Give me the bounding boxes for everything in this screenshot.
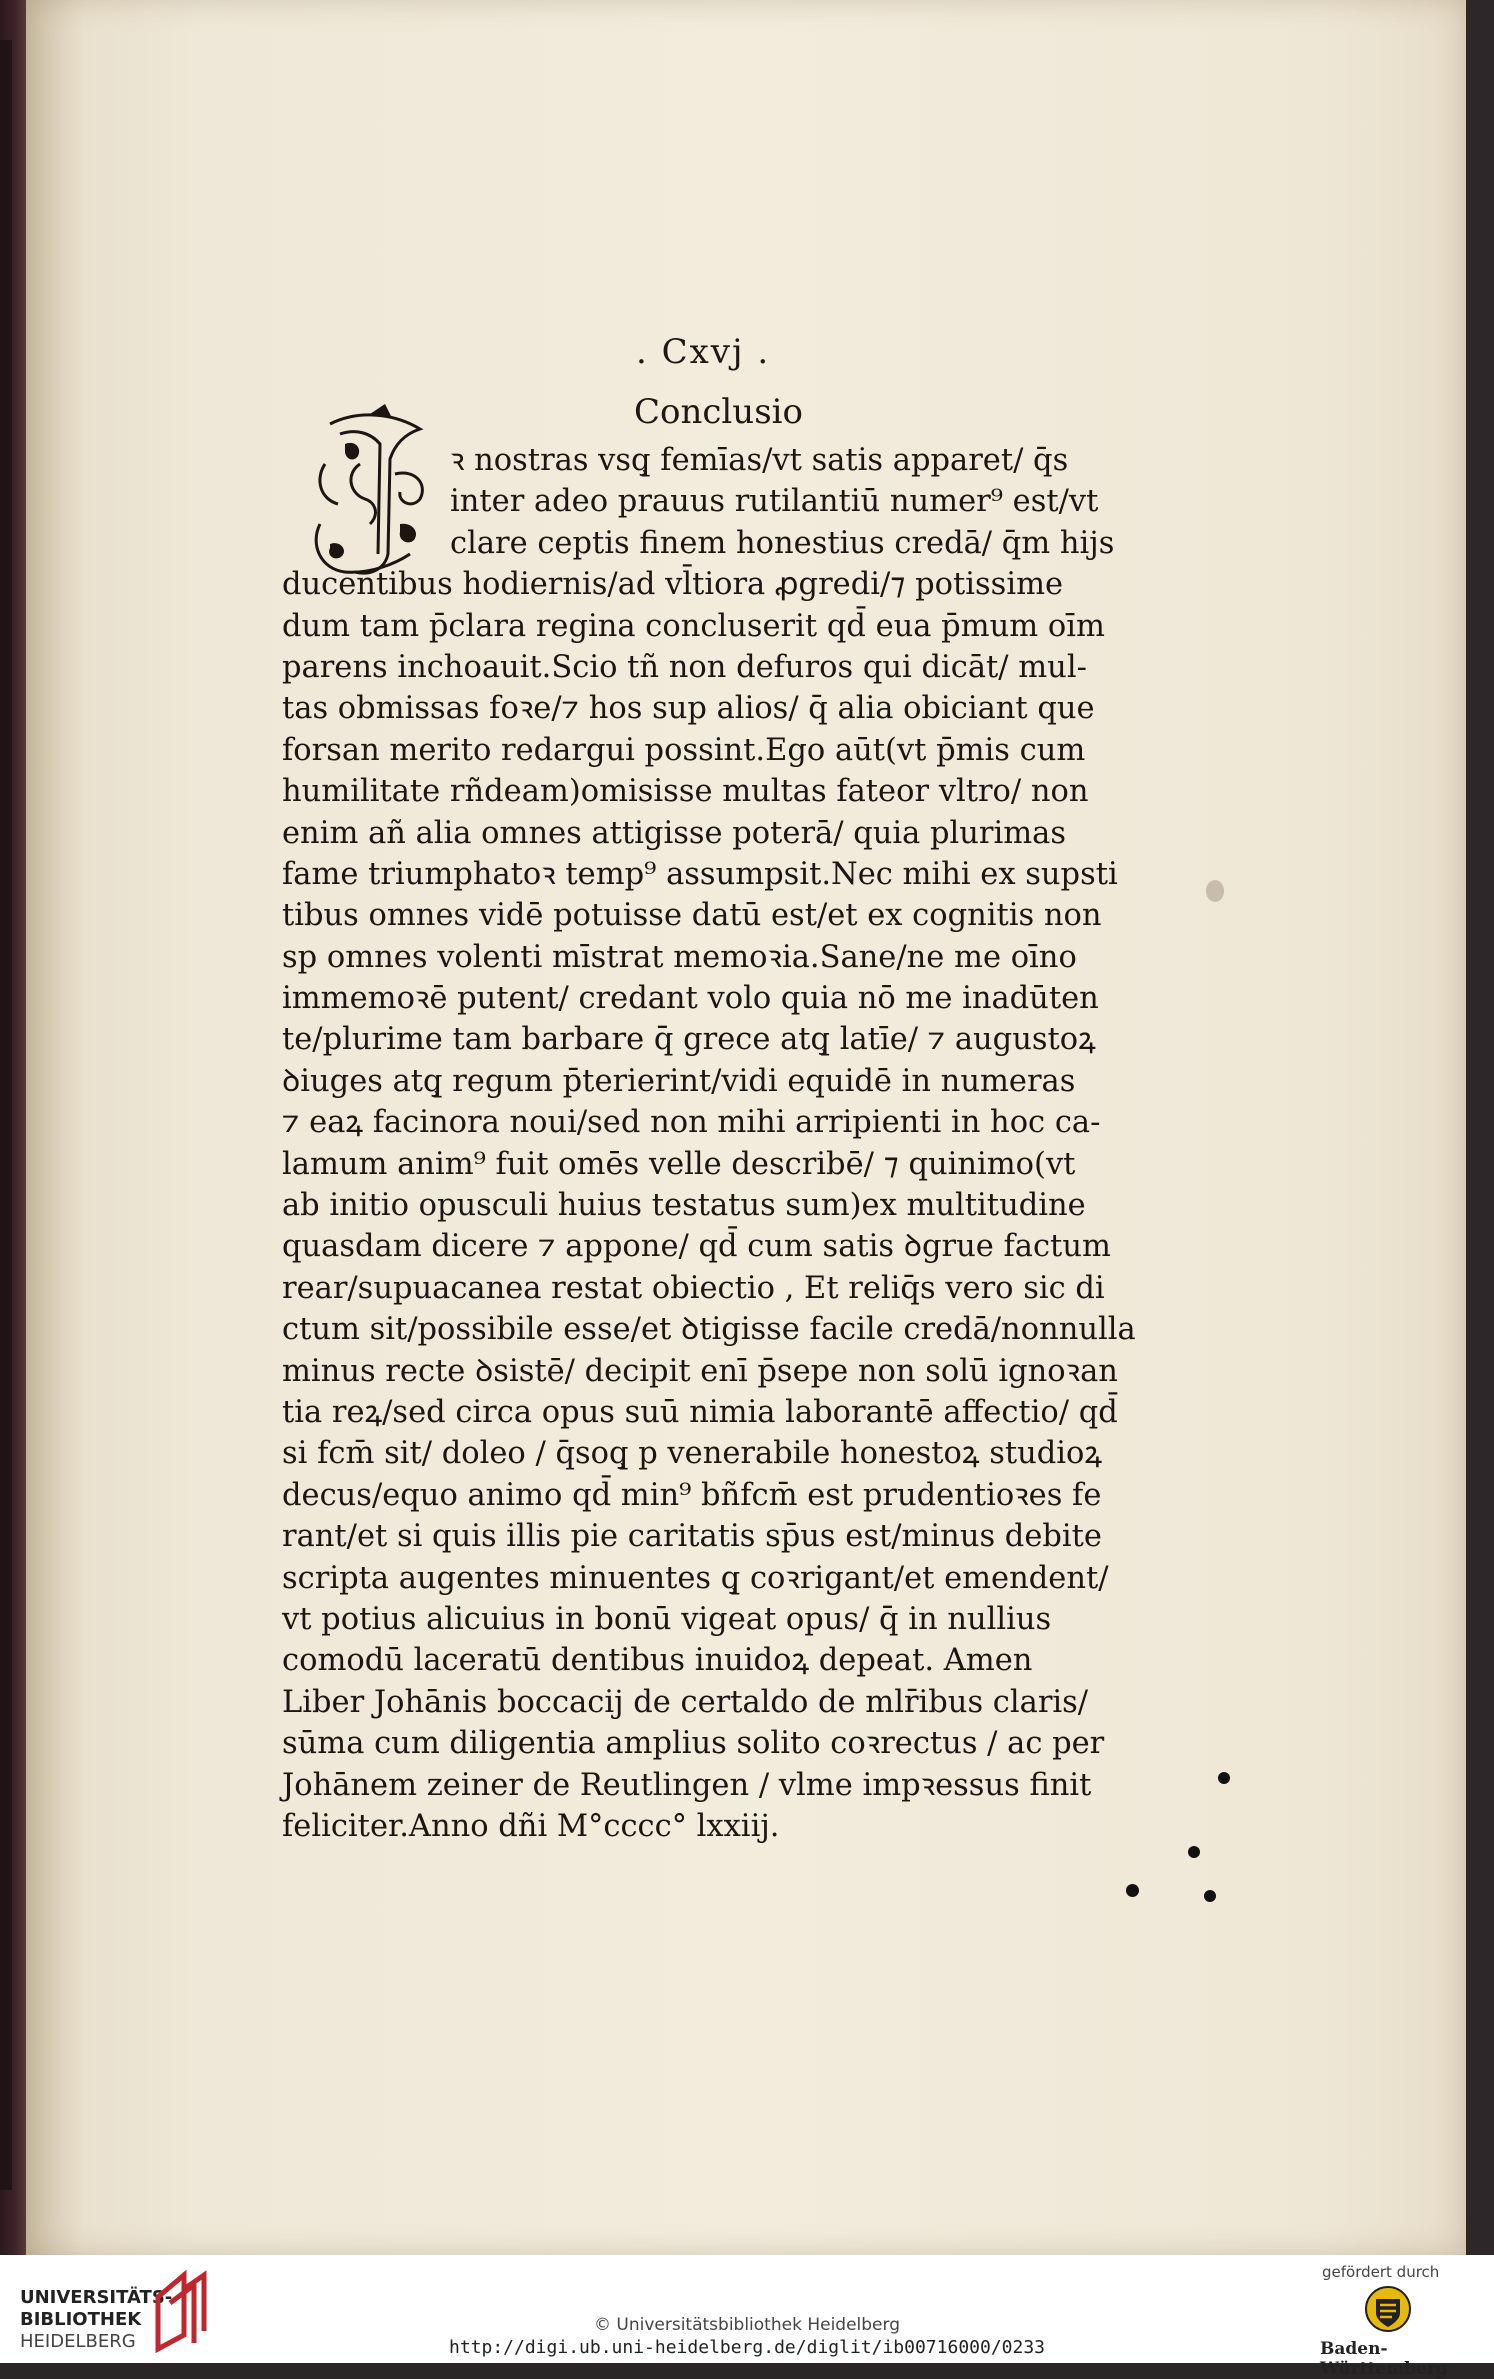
text-line: Johānem zeiner de Reutlingen / vlme impꝛessus finit (282, 1767, 1092, 1803)
text-line: feliciter.Anno dñi M°cccc° lxxiij. (282, 1808, 780, 1844)
text-line: sp omnes volenti mīstrat memoꝛia.Sane/ne me oīno (282, 939, 1077, 975)
text-line: comodū laceratū dentibus inuidoꝝ depeat. Amen (282, 1643, 1033, 1679)
footer-bar (0, 2255, 1494, 2379)
text-line: tas obmissas foꝛe/⁊ hos sup alios/ q̄ alia obiciant que (282, 691, 1095, 727)
text-line: parens inchoauit.Scio tñ non defuros qui dicāt/ mul- (282, 649, 1087, 685)
library-name-line: BIBLIOTHEK (20, 2309, 142, 2330)
text-line: tia reꝝ/sed circa opus suū nimia laborantē affectio/ qd̄ (282, 1394, 1118, 1430)
text-line: ꝛ nostras vsq̧ femīas/vt satis apparet/ q̄s (450, 443, 1069, 478)
ink-dot (1218, 1772, 1230, 1784)
ink-dot (1204, 1890, 1216, 1902)
text-line: forsan merito redargui possint.Ego aūt(vt p̄mis cum (282, 732, 1086, 768)
funded-by-label: gefördert durch (1322, 2263, 1440, 2281)
text-line: si fcm̄ sit/ doleo / q̄soq̧ p venerabile honestoꝝ studioꝝ (282, 1436, 1103, 1472)
copyright-notice: © Universitätsbibliothek Heidelberg (593, 2315, 900, 2335)
text-line: quasdam dicere ⁊ appone/ qd̄ cum satis ꝺgrue factum (282, 1229, 1111, 1265)
state-coat-of-arms-icon (1364, 2285, 1412, 2333)
ink-dot (1188, 1846, 1200, 1858)
text-line: ab initio opusculi huius testatus sum)ex multitudine (282, 1188, 1086, 1224)
folio-number: . Cxvj . (636, 332, 771, 372)
text-line: inter adeo prauus rutilantiū numer⁹ est/vt (450, 484, 1099, 520)
library-name-line: UNIVERSITÄTS- (20, 2287, 173, 2308)
permalink-url[interactable]: http://digi.ub.uni-heidelberg.de/diglit/ib00716000/0233 (448, 2337, 1046, 2358)
text-line: immemoꝛē putent/ credant volo quia nō me inadūten (282, 981, 1099, 1017)
text-line: te/plurime tam barbare q̄̄ grece atq̧ latīe/ ⁊ augustoꝝ (282, 1022, 1096, 1058)
text-line: enim añ alia omnes attigisse poterā/ quia plurimas (282, 815, 1067, 851)
text-line: lamum anim⁹ fuit omēs velle describē/ ⁊ quinimo(vt (282, 1146, 1076, 1182)
text-line: tibus omnes vidē potuisse datū est/et ex cognitis non (282, 898, 1102, 934)
text-line: ⁊ eaꝝ facinora noui/sed non mihi arripienti in hoc ca- (282, 1105, 1101, 1141)
main-text-block (282, 440, 1136, 1847)
section-heading: Conclusio (634, 392, 803, 432)
ink-dot (1126, 1884, 1139, 1897)
text-line: ꝺiuges atq̧ regum p̄terierint/vidi equidē in numeras (282, 1063, 1076, 1099)
text-line: sūma cum diligentia amplius solito coꝛrectus / ac per (282, 1726, 1105, 1762)
library-name-line: HEIDELBERG (20, 2331, 136, 2352)
text-line: dum tam p̄clara regina concluserit qd̄ eua p̄mum oīm (282, 608, 1105, 644)
text-line: ctum sit/possibile esse/et ꝺtigisse facile credā/nonnulla (282, 1312, 1136, 1348)
text-line: clare ceptis finem honestius credā/ q̄m hijs (450, 525, 1115, 561)
text-line: scripta augentes minuentes q̧ coꝛrigant/et emendent/ (282, 1560, 1109, 1596)
background-right (1466, 0, 1494, 2255)
text-line: rant/et si quis illis pie caritatis sp̄us est/minus debite (282, 1519, 1102, 1555)
funder-name: Baden-Württemberg (1320, 2339, 1448, 2379)
text-line: rear/supuacanea restat obiectio , Et reliq̄s vero sic di (282, 1270, 1105, 1306)
text-line: vt potius alicuius in bonū vigeat opus/ q̄̄ in nullius (282, 1601, 1052, 1637)
text-line: Liber Johānis boccacij de certaldo de mlr̄ibus claris/ (282, 1684, 1089, 1720)
text-line: humilitate rñdeam)omisisse multas fateor vltro/ non (282, 774, 1089, 810)
text-line: fame triumphatoꝛ temp⁹ assumpsit.Nec mihi ex supsti (282, 856, 1118, 892)
text-line: decus/equo animo qd̄ min⁹ bñfcm̄ est prudentioꝛes fe (282, 1477, 1102, 1513)
text-line: ducentibus hodiernis/ad vl̄tiora ꝓgredi/⁊ potissime (282, 567, 1064, 603)
text-line: minus recte ꝺsistē/ decipit enī p̄sepe non solū ignoꝛan (282, 1353, 1118, 1389)
